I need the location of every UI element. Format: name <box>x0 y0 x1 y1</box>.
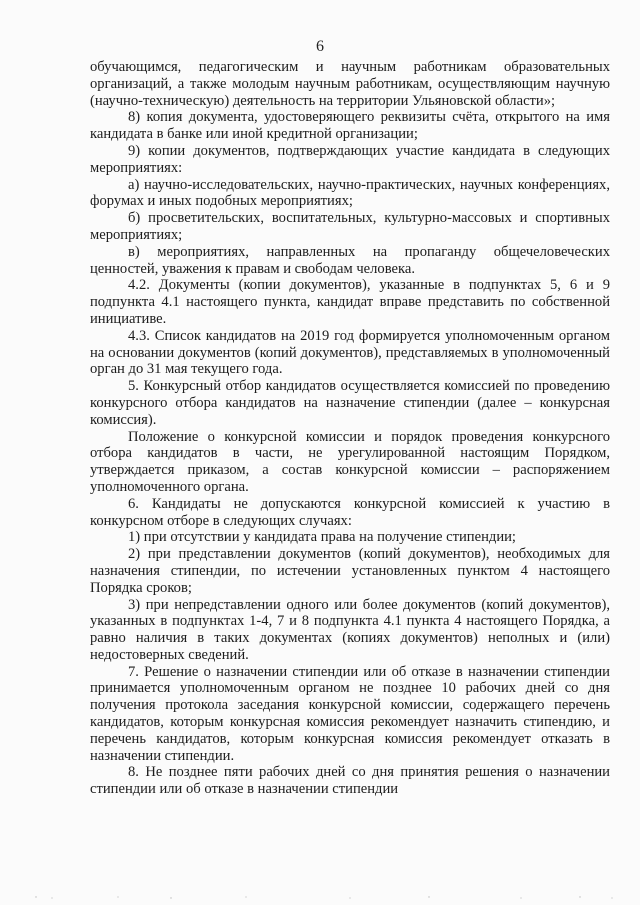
paragraph-commission-regulation: Положение о конкурсной комиссии и порядок проведения конкурсного отбора кандидатов в части, не урегулированной настоящим Порядком, утверждается приказом, а состав конкурсной комиссии – распоряжением уполномоченного органа. <box>90 428 610 495</box>
paragraph-6-2: 2) при представлении документов (копий документов), необходимых для назначения стипендии, по истечении установленных пунктом 4 настоящего Порядка сроков; <box>90 546 610 596</box>
paragraph-item-9: 9) копии документов, подтверждающих участие кандидата в следующих мероприятиях: <box>90 142 610 176</box>
paragraph-6: 6. Кандидаты не допускаются конкурсной комиссией к участию в конкурсном отборе в следующих случаях: <box>90 495 610 529</box>
paragraph-item-8: 8) копия документа, удостоверяющего реквизиты счёта, открытого на имя кандидата в банке или иной кредитной организации; <box>90 109 610 143</box>
paragraph-6-3: 3) при непредставлении одного или более документов (копий документов), указанных в подпунктах 1-4, 7 и 8 подпункта 4.1 пункта 4 настоящего Порядка, а равно наличия в таких документах (копиях документов) неполных и (или) недостоверных сведений. <box>90 596 610 663</box>
paragraph-5: 5. Конкурсный отбор кандидатов осуществляется комиссией по проведению конкурсного отбора кандидатов на назначение стипендии (далее – конкурсная комиссия). <box>90 378 610 428</box>
document-body <box>90 59 610 798</box>
paragraph-intro-continuation: обучающимся, педагогическим и научным работникам образовательных организаций, а также молодым научным работникам, осуществляющим научную (научно-техническую) деятельность на территории Ульяновской области»; <box>90 59 610 109</box>
paragraph-4-3: 4.3. Список кандидатов на 2019 год формируется уполномоченным органом на основании документов (копий документов), представляемых в уполномоченный орган до 31 мая текущего года. <box>90 327 610 378</box>
paragraph-item-9c: в) мероприятиях, направленных на пропаганду общечеловеческих ценностей, уважения к правам и свободам человека. <box>90 243 610 277</box>
paragraph-item-9b: б) просветительских, воспитательных, культурно-массовых и спортивных мероприятиях; <box>90 210 610 243</box>
paragraph-item-9a: а) научно-исследовательских, научно-практических, научных конференциях, форумах и иных подобных мероприятиях; <box>90 176 610 210</box>
paragraph-8: 8. Не позднее пяти рабочих дней со дня принятия решения о назначении стипендии или об отказе в назначении стипендии <box>90 764 610 798</box>
page-number: 6 <box>316 38 324 55</box>
paragraph-7: 7. Решение о назначении стипендии или об отказе в назначении стипендии принимается уполномоченным органом не позднее 10 рабочих дней со дня получения протокола заседания конкурсной комиссии, содержащего перечень кандидатов, которым конкурсная комиссия рекомендует назначить стипендию, и перечень кандидатов, которым конкурсная комиссия рекомендует отказать в назначении стипендии. <box>90 663 610 764</box>
paragraph-4-2: 4.2. Документы (копии документов), указанные в подпунктах 5, 6 и 9 подпункта 4.1 настоящего пункта, кандидат вправе представить по собственной инициативе. <box>90 277 610 327</box>
paragraph-6-1: 1) при отсутствии у кандидата права на получение стипендии; <box>128 529 516 546</box>
scan-noise-dots <box>0 885 640 905</box>
